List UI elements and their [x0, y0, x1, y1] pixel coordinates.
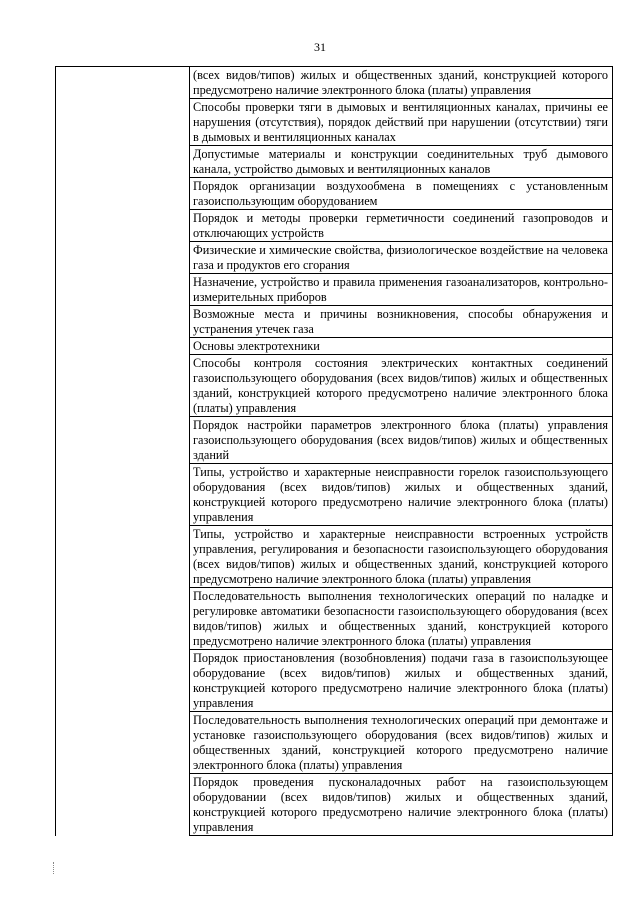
table-cell: Способы проверки тяги в дымовых и вентиляционных каналах, причины ее нарушения (отсутствия), порядок действий при нарушении (отсутствии) тяги в дымовых и вентиляционных каналах [190, 99, 613, 146]
table-cell: Последовательность выполнения технологических операций по наладке и регулировке автоматики безопасности газоиспользующего оборудования (всех видов/типов) жилых и общественных зданий, конструкцией которого предусмотрено наличие электронного блока (платы) управления [190, 588, 613, 650]
table-cell: Порядок организации воздухообмена в помещениях с установленным газоиспользующим оборудованием [190, 178, 613, 210]
requirements-table [55, 66, 613, 836]
left-column-cell [56, 67, 190, 836]
table-cell: Порядок проведения пусконаладочных работ на газоиспользующем оборудовании (всех видов/типов) жилых и общественных зданий, конструкцией которого предусмотрено наличие электронного блока (платы) управления [190, 774, 613, 836]
table-cell: Порядок и методы проверки герметичности соединений газопроводов и отключающих устройств [190, 210, 613, 242]
table-cell: Последовательность выполнения технологических операций при демонтаже и установке газоиспользующего оборудования (всех видов/типов) жилых и общественных зданий, конструкцией которого предусмотрено наличие электронного блока (платы) управления [190, 712, 613, 774]
table-cell: Типы, устройство и характерные неисправности горелок газоиспользующего оборудования (всех видов/типов) жилых и общественных зданий, конструкцией которого предусмотрено наличие электронного блока (платы) управления [190, 464, 613, 526]
table-cell: Возможные места и причины возникновения, способы обнаружения и устранения утечек газа [190, 306, 613, 338]
table-cell: Допустимые материалы и конструкции соединительных труб дымового канала, устройство дымовых и вентиляционных каналов [190, 146, 613, 178]
table-row [56, 67, 613, 99]
table-cell: Физические и химические свойства, физиологическое воздействие на человека газа и продуктов его сгорания [190, 242, 613, 274]
table-cell: Способы контроля состояния электрических контактных соединений газоиспользующего оборудования (всех видов/типов) жилых и общественных зданий, конструкцией которого предусмотрено наличие электронного блока (платы) управления [190, 355, 613, 417]
table-cell: Порядок настройки параметров электронного блока (платы) управления газоиспользующего оборудования (всех видов/типов) жилых и общественных зданий [190, 417, 613, 464]
table-cell: Типы, устройство и характерные неисправности встроенных устройств управления, регулирования и безопасности газоиспользующего оборудования (всех видов/типов) жилых и общественных зданий, конструкцией которого предусмотрено наличие электронного блока (платы) управления [190, 526, 613, 588]
table-cell: Основы электротехники [190, 338, 613, 355]
page-number: 31 [314, 40, 326, 54]
table-cell: Назначение, устройство и правила применения газоанализаторов, контрольно-измерительных приборов [190, 274, 613, 306]
table-cell: Порядок приостановления (возобновления) подачи газа в газоиспользующее оборудование (всех видов/типов) жилых и общественных зданий, конструкцией которого предусмотрено наличие электронного блока (платы) управления [190, 650, 613, 712]
margin-line [53, 862, 55, 874]
table-cell: (всех видов/типов) жилых и общественных зданий, конструкцией которого предусмотрено наличие электронного блока (платы) управления [190, 67, 613, 99]
